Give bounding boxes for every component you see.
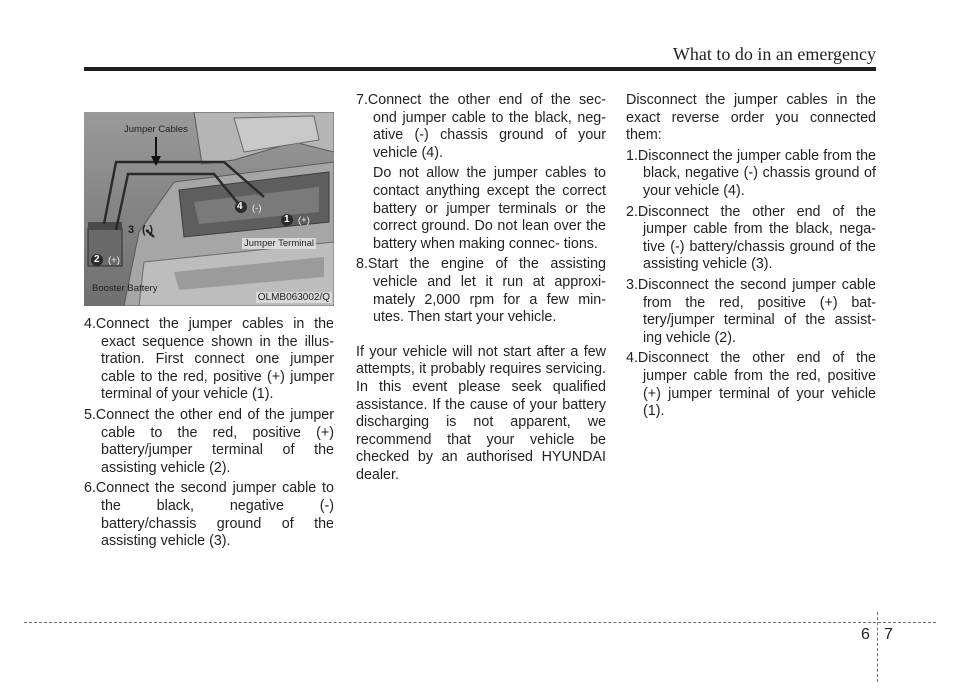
jumper-cables-label: Jumper Cables — [124, 124, 188, 135]
jumper-terminal-label: Jumper Terminal — [244, 238, 315, 249]
disconnect-step-4: 4.Disconnect the other end of the jumper cable from the red, positive (+) jumper terminal of your vehicle (1). — [626, 350, 876, 420]
footer-rule — [24, 622, 936, 623]
marker-2: 2 — [94, 254, 100, 265]
disconnect-step-2: 2.Disconnect the other end of the jumper cable from the black, nega- tive (-) battery/chassis ground of the assisting vehicle (3). — [626, 203, 876, 273]
disconnect-step-1: 1.Disconnect the jumper cable from the black, negative (-) chassis ground of your vehicle (4). — [626, 147, 876, 199]
step-6: 6.Connect the second jumper cable to the black, negative (-) battery/chassis ground of the assisting vehicle (3). — [84, 480, 334, 550]
plus-sign-2: (+) — [108, 255, 120, 266]
plus-sign-1: (+) — [298, 215, 310, 226]
header-title: What to do in an emergency — [672, 44, 876, 64]
column-1 — [84, 316, 334, 554]
step-7-note: Do not allow the jumper cables to contact anything except the correct battery or jumper terminals or the correct ground. Do not lean over the battery when making connec- tions. — [373, 165, 606, 252]
booster-battery-label: Booster Battery — [92, 283, 158, 294]
disconnect-step-3: 3.Disconnect the second jumper cable from the red, positive (+) bat- tery/jumper terminal of the assist- ing vehicle (2). — [626, 276, 876, 346]
header-rule — [84, 67, 876, 71]
step-8: 8.Start the engine of the assisting vehicle and let it run at approxi- mately 2,000 rpm for a few min- utes. Then start your vehicle. — [356, 256, 606, 326]
marker-4: 4 — [237, 201, 243, 212]
column-3 — [626, 92, 876, 424]
footer-divider — [877, 612, 878, 682]
column-2 — [356, 92, 606, 487]
marker-3: 3 — [128, 224, 135, 236]
marker-1: 1 — [284, 214, 290, 225]
step-5: 5.Connect the other end of the jumper cable to the red, positive (+) battery/jumper terminal of the assisting vehicle (2). — [84, 406, 334, 476]
page-number: 7 — [884, 626, 893, 643]
chapter-number: 6 — [861, 626, 870, 643]
figure-code: OLMB063002/Q — [257, 292, 330, 303]
engine-bay-drawing — [84, 112, 334, 306]
step-7: 7.Connect the other end of the sec- ond jumper cable to the black, neg- ative (-) chassis ground of your vehicle (4). — [356, 92, 606, 161]
jump-start-illustration — [84, 112, 334, 306]
step-4: 4.Connect the jumper cables in the exact sequence shown in the illus- tration. First connect one jumper cable to the red, positive (+) jumper terminal of your vehicle (1). — [84, 316, 334, 403]
no-start-paragraph: If your vehicle will not start after a few attempts, it probably requires servicing. In this event please seek qualified assistance. If the cause of your battery discharging is not apparent, we recommend that your vehicle be checked by an authorised HYUNDAI dealer. — [356, 343, 606, 483]
minus-sign-3: (-) — [142, 224, 153, 236]
minus-sign-4: (-) — [252, 203, 262, 214]
disconnect-intro: Disconnect the jumper cables in the exact reverse order you connected them: — [626, 92, 876, 144]
